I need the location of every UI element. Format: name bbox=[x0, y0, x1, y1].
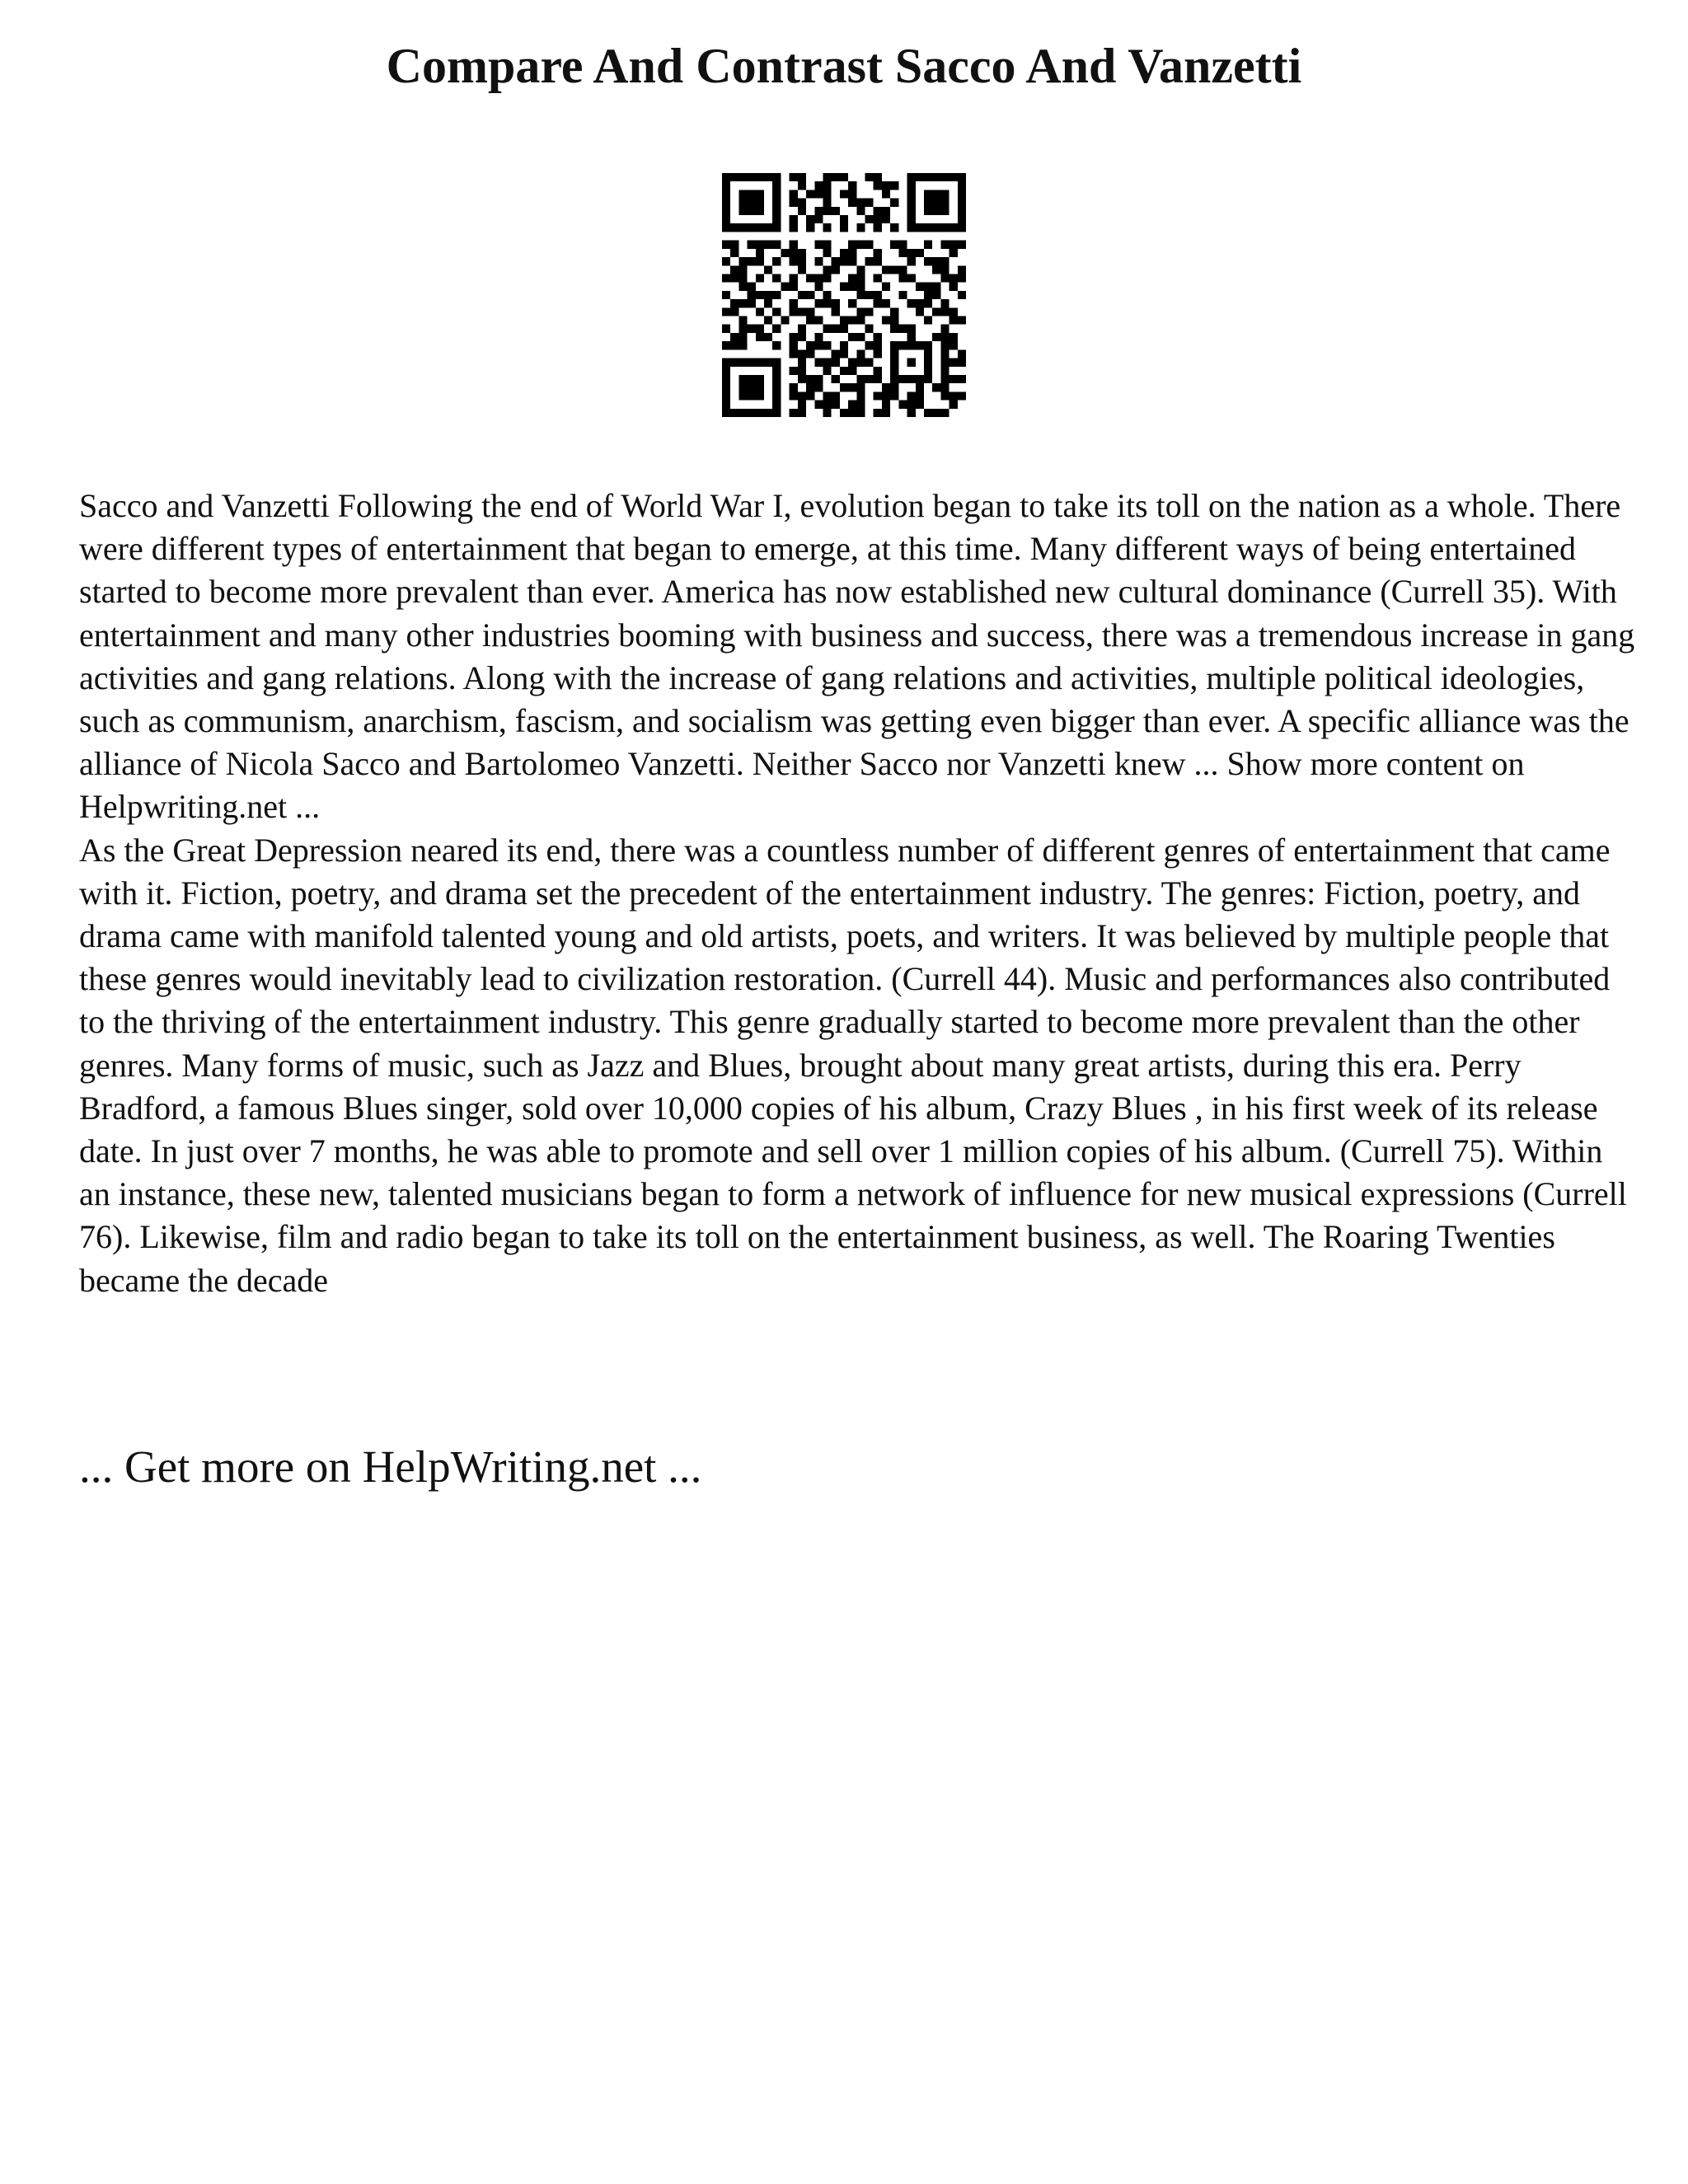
paragraph-1: Sacco and Vanzetti Following the end of World War I, evolution began to take its toll on the nation as a whole. There were different types of entertainment that began to emerge, at this time. Many different ways of being entertained started to become more prevalent than ever. America has now established new cultural dominance (Currell 35). With entertainment and many other industries booming with business and success, there was a tremendous increase in gang activities and gang relations. Along with the increase of gang relations and activities, multiple political ideologies, such as communism, anarchism, fascism, and socialism was getting even bigger than ever. A specific alliance was the alliance of Nicola Sacco and Bartolomeo Vanzetti. Neither Sacco nor Vanzetti knew ... Show more content on Helpwriting.net ... bbox=[79, 487, 1635, 826]
get-more-link[interactable]: ... Get more on HelpWriting.net ... bbox=[79, 1441, 702, 1492]
paragraph-2: As the Great Depression neared its end, there was a countless number of different genres of entertainment that came with it. Fiction, poetry, and drama set the precedent of the entertainment industry. The genres: Fiction, poetry, and drama came with manifold talented young and old artists, poets, and writers. It was believed by multiple people that these genres would inevitably lead to civilization restoration. (Currell 44). Music and performances also contributed to the thriving of the entertainment industry. This genre gradually started to become more prevalent than the other genres. Many forms of music, such as Jazz and Blues, brought about many great artists, during this era. Perry Bradford, a famous Blues singer, sold over 10,000 copies of his album, Crazy Blues , in his first week of its release date. In just over 7 months, he was able to promote and sell over 1 million copies of his album. (Currell 75). Within an instance, these new, talented musicians began to form a network of influence for new musical expressions (Currell 76). Likewise, film and radio began to take its toll on the entertainment business, as well. The Roaring Twenties became the decade bbox=[79, 831, 1627, 1299]
page-title: Compare And Contrast Sacco And Vanzetti bbox=[386, 39, 1302, 93]
qr-code-icon bbox=[722, 173, 966, 417]
article-body bbox=[79, 485, 1637, 1302]
